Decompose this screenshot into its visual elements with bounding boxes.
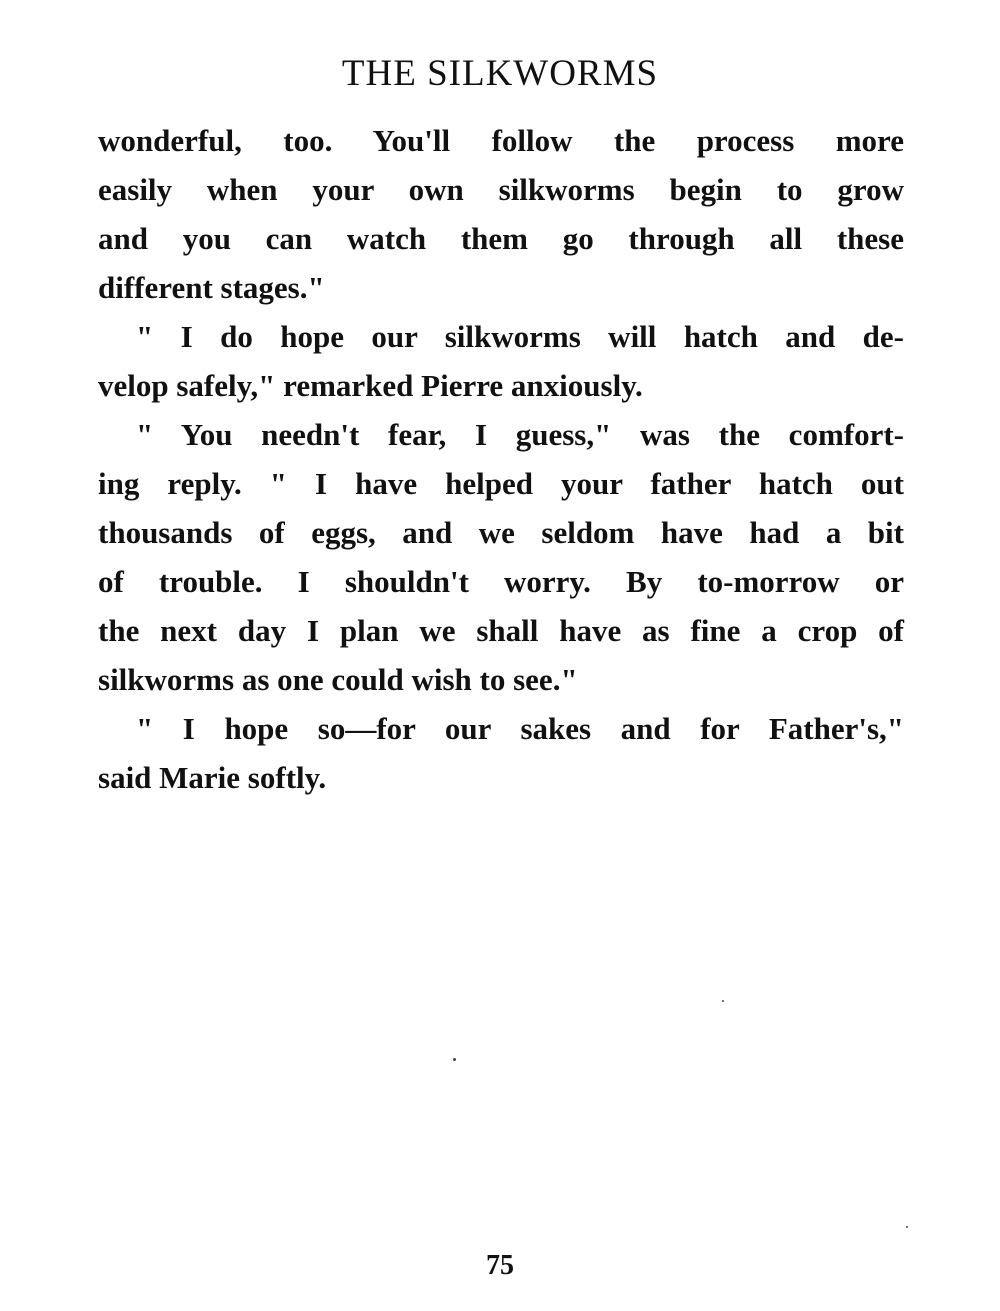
page-number: 75 bbox=[486, 1250, 514, 1281]
text-line: " I hope so—for our sakes and for Father's," bbox=[136, 711, 904, 746]
running-head: THE SILKWORMS bbox=[341, 53, 659, 94]
text-line: and you can watch them go through all these bbox=[98, 221, 904, 256]
text-line: wonderful, too. You'll follow the process more bbox=[98, 123, 904, 158]
text-line: ing reply. " I have helped your father hatch out bbox=[98, 466, 904, 501]
scan-speck bbox=[722, 1000, 724, 1002]
text-line: thousands of eggs, and we seldom have had a bit bbox=[98, 515, 904, 550]
text-line: " I do hope our silkworms will hatch and de- bbox=[136, 319, 904, 354]
text-line: the next day I plan we shall have as fine a crop of bbox=[98, 613, 904, 648]
text-line: different stages." bbox=[98, 270, 325, 305]
text-line: silkworms as one could wish to see." bbox=[98, 662, 578, 697]
text-line: " You needn't fear, I guess," was the comfort- bbox=[136, 417, 904, 452]
body-text bbox=[98, 116, 904, 802]
text-line: velop safely," remarked Pierre anxiously. bbox=[98, 368, 643, 403]
text-line: of trouble. I shouldn't worry. By to-morrow or bbox=[98, 564, 904, 599]
scan-speck bbox=[453, 1058, 456, 1061]
scan-speck bbox=[906, 1226, 908, 1228]
text-line: said Marie softly. bbox=[98, 760, 327, 795]
text-line: easily when your own silkworms begin to grow bbox=[98, 172, 904, 207]
